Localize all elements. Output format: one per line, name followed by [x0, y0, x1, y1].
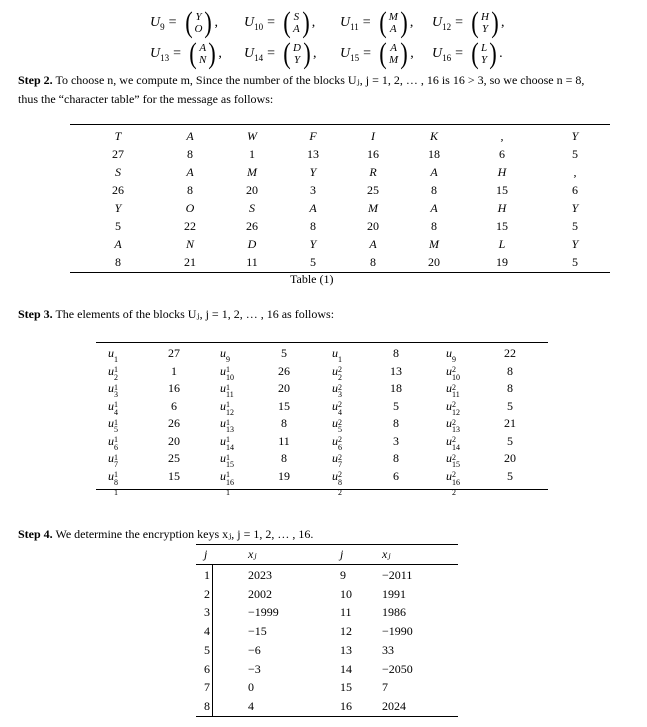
block-element-label: u 11 1 — [220, 381, 234, 409]
keys-header-cell: j — [204, 547, 208, 561]
letter-cell: A — [430, 165, 438, 179]
block-element-label: u 12 1 — [220, 398, 234, 427]
number-cell: 3 — [310, 183, 316, 197]
vector-top: L — [481, 42, 488, 54]
equation-punct: , — [500, 15, 505, 30]
vector-bottom: A — [389, 23, 397, 35]
block-element-value: 6 — [171, 398, 177, 413]
block-element-label: u 9 2 — [446, 346, 456, 374]
block-element-label: u 14 2 — [446, 433, 460, 462]
column-vector — [470, 39, 498, 69]
number-cell: 25 — [367, 183, 379, 197]
block-element-label: u 16 2 — [446, 468, 460, 497]
keys-table-top-rule — [196, 544, 458, 545]
step4-heading: Step 4. — [18, 527, 53, 541]
vector-bottom: M — [389, 54, 399, 66]
letter-cell: A — [186, 165, 194, 179]
step2-paragraph — [18, 71, 584, 109]
vector-entries — [388, 42, 399, 66]
vector-bottom: Y — [481, 23, 489, 35]
letter-cell: K — [429, 129, 438, 143]
block-element-value: 3 — [393, 433, 399, 448]
block-element-value: 20 — [168, 433, 180, 448]
keys-index-cell: 3 — [204, 605, 210, 620]
letter-cell: Y — [571, 201, 579, 215]
letter-cell: T — [114, 129, 122, 143]
right-paren: ) — [489, 37, 497, 70]
block-element-label: u 15 2 — [446, 451, 460, 479]
block-element-value: 5 — [393, 398, 399, 413]
number-cell: 8 — [187, 147, 193, 161]
block-element-label: u 3 2 — [332, 381, 342, 409]
letter-cell: L — [498, 237, 506, 251]
letter-cell: W — [247, 129, 257, 143]
keys-value-cell: 1986 — [382, 605, 406, 620]
number-cell: 20 — [428, 255, 440, 269]
keys-index-cell: 7 — [204, 680, 210, 695]
left-paren: ( — [283, 37, 291, 70]
block-element-label: u 6 1 — [108, 433, 118, 462]
block-element-value: 1 — [171, 363, 177, 378]
letter-cell: M — [429, 237, 439, 251]
vector-bottom: O — [194, 23, 203, 35]
block-element-value: 26 — [278, 363, 290, 378]
block-element-label: u 10 2 — [446, 363, 460, 392]
number-cell: 18 — [428, 147, 440, 161]
block-element-value: 22 — [504, 346, 516, 360]
block-element-label: u 10 1 — [220, 363, 234, 392]
vector-top: A — [199, 42, 207, 54]
vector-top: A — [390, 42, 397, 54]
vector-entries — [198, 42, 207, 66]
equation-lhs: $U_{10}$ — [244, 14, 264, 32]
block-equation — [340, 37, 414, 71]
keys-index-cell: 2 — [204, 586, 210, 601]
letter-cell: H — [497, 201, 507, 215]
vector-entries — [480, 42, 488, 66]
column-vector — [184, 8, 214, 38]
keys-index-cell: 1 — [204, 568, 210, 582]
number-cell: 8 — [370, 255, 376, 269]
letter-cell: M — [368, 201, 378, 215]
right-paren: ) — [208, 37, 217, 70]
block-element-label: u 14 1 — [220, 433, 234, 462]
letter-cell: A — [309, 201, 317, 215]
column-vector — [470, 8, 500, 38]
block-element-label: u 4 2 — [332, 398, 342, 427]
keys-index-cell: 10 — [340, 586, 352, 601]
vector-entries — [292, 42, 302, 66]
block-element-label: u 5 1 — [108, 416, 118, 444]
keys-index-cell: 11 — [340, 605, 352, 620]
keys-value-cell: 2002 — [248, 586, 272, 601]
equation-lhs: $U_{15}$ — [340, 45, 360, 63]
block-element-value: 15 — [168, 468, 180, 483]
block-element-label: u 8 2 — [332, 468, 342, 497]
step2-line2: thus the “character table” for the message as follows: — [18, 92, 274, 106]
block-element-label: u 3 1 — [108, 381, 118, 409]
number-cell: 13 — [307, 147, 319, 161]
step3-heading: Step 3. — [18, 307, 53, 321]
number-cell: 26 — [112, 183, 124, 197]
letter-cell: Y — [309, 165, 317, 179]
number-cell: 20 — [367, 219, 379, 233]
column-vector — [282, 39, 312, 69]
block-element-label: u 6 2 — [332, 433, 342, 462]
block-element-label: u 2 2 — [332, 363, 342, 392]
block-element-label: u 2 1 — [108, 363, 118, 392]
keys-index-cell: 6 — [204, 661, 210, 676]
table-bottom-rule — [70, 272, 610, 273]
block-element-value: 16 — [168, 381, 180, 395]
keys-index-cell: 15 — [340, 680, 352, 695]
block-equation — [150, 6, 218, 40]
block-equation — [432, 6, 504, 40]
vector-bottom: Y — [293, 54, 301, 66]
block-element-label: u 13 2 — [446, 416, 460, 444]
step2-line1: To choose n, we compute m, Since the number of the blocks Uⱼ, j = 1, 2, … , 16 is 16 > 3, so we choose n = 8, — [55, 73, 585, 87]
block-equation — [244, 6, 315, 40]
block-element-value: 27 — [168, 346, 180, 360]
left-paren: ( — [184, 6, 193, 39]
block-element-value: 5 — [281, 346, 287, 360]
right-paren: ) — [303, 37, 311, 70]
equation-punct: , — [410, 46, 414, 61]
number-cell: 15 — [496, 183, 508, 197]
table-top-rule — [70, 124, 610, 125]
block-element-value: 20 — [504, 451, 516, 465]
right-paren: ) — [491, 6, 499, 39]
letter-cell: Y — [571, 129, 579, 143]
number-cell: 5 — [572, 219, 578, 233]
vector-top: M — [388, 11, 398, 23]
number-cell: 6 — [499, 147, 505, 161]
block-element-label: u 12 2 — [446, 398, 460, 427]
block-element-label: u 7 2 — [332, 451, 342, 479]
equation-lhs: $U_{14}$ — [244, 45, 264, 63]
step3-text: The elements of the blocks Uⱼ, j = 1, 2, … , 16 as follows: — [55, 307, 335, 321]
block-element-value: 5 — [507, 398, 513, 413]
keys-value-cell: 0 — [248, 680, 254, 695]
equals-sign: = — [455, 46, 464, 61]
vector-top: Y — [195, 11, 202, 23]
equals-sign: = — [455, 15, 464, 30]
keys-index-cell: 4 — [204, 624, 210, 639]
equation-lhs: $U_9$ — [150, 14, 165, 32]
left-paren: ( — [378, 6, 387, 39]
block-element-value: 13 — [390, 363, 402, 378]
number-cell: 8 — [115, 255, 121, 269]
letter-cell: D — [247, 237, 257, 251]
number-cell: 5 — [572, 147, 578, 161]
equals-sign: = — [173, 46, 182, 61]
number-cell: 27 — [112, 147, 124, 161]
vector-entries — [292, 11, 301, 35]
equation-punct: , — [214, 15, 218, 30]
number-cell: 8 — [431, 219, 437, 233]
block-element-value: 8 — [393, 451, 399, 465]
keys-value-cell: 2023 — [248, 568, 272, 582]
letter-cell: O — [185, 201, 195, 215]
letter-cell: I — [371, 129, 375, 143]
keys-value-cell: 7 — [382, 680, 388, 695]
block-element-value: 25 — [168, 451, 180, 465]
equation-lhs: $U_{16}$ — [432, 45, 452, 63]
number-cell: 20 — [246, 183, 258, 197]
vector-top: S — [293, 11, 300, 23]
vector-entries — [388, 11, 399, 35]
block-element-value: 8 — [281, 416, 287, 430]
number-cell: 1 — [249, 147, 255, 161]
vector-bottom: N — [199, 54, 207, 66]
keys-header-cell: j — [340, 547, 344, 561]
block-element-label: u 5 2 — [332, 416, 342, 444]
block-element-value: 18 — [390, 381, 402, 395]
keys-value-cell: −15 — [248, 624, 267, 639]
equation-punct: , — [312, 46, 317, 61]
vector-bottom: Y — [481, 54, 488, 66]
block-element-value: 5 — [507, 433, 513, 448]
block-element-label: u 4 1 — [108, 398, 118, 427]
letter-cell: A — [369, 237, 377, 251]
block-element-value: 5 — [507, 468, 513, 483]
letter-cell: , — [500, 129, 504, 143]
block-element-label: u 7 1 — [108, 451, 118, 479]
block-element-value: 19 — [278, 468, 290, 483]
block-equation — [244, 37, 316, 71]
block-element-label: u 16 1 — [220, 468, 234, 497]
left-paren: ( — [283, 6, 291, 39]
keys-index-cell: 5 — [204, 642, 210, 657]
number-cell: 16 — [367, 147, 379, 161]
blocks-table-bottom-rule — [96, 489, 548, 490]
equation-punct: , — [218, 46, 222, 61]
equals-sign: = — [267, 46, 276, 61]
vector-top: D — [293, 42, 301, 54]
keys-index-cell: 12 — [340, 624, 352, 639]
block-element-value: 26 — [168, 416, 180, 430]
number-cell: 26 — [246, 219, 258, 233]
letter-cell: H — [497, 165, 507, 179]
number-cell: 5 — [115, 219, 121, 233]
left-paren: ( — [471, 37, 479, 70]
number-cell: 5 — [572, 255, 578, 269]
keys-value-cell: 2024 — [382, 698, 406, 713]
number-cell: 8 — [310, 219, 316, 233]
column-vector — [378, 39, 409, 69]
blocks-table-top-rule — [96, 342, 548, 343]
block-element-label: u 8 1 — [108, 468, 118, 497]
right-paren: ) — [204, 6, 213, 39]
equals-sign: = — [362, 15, 371, 30]
vector-top: H — [481, 11, 489, 23]
letter-cell: Y — [114, 201, 122, 215]
letter-cell: , — [573, 165, 577, 179]
keys-value-cell: −3 — [248, 661, 261, 676]
letter-cell: A — [430, 201, 438, 215]
keys-value-cell: −1990 — [382, 624, 413, 639]
equation-punct: . — [499, 46, 503, 61]
number-cell: 15 — [496, 219, 508, 233]
letter-cell: M — [247, 165, 257, 179]
letter-cell: S — [115, 165, 121, 179]
step4-paragraph — [18, 525, 313, 544]
left-paren: ( — [189, 37, 197, 70]
letter-cell: S — [249, 201, 255, 215]
left-paren: ( — [379, 37, 387, 70]
block-equation — [150, 37, 222, 71]
keys-value-cell: −2050 — [382, 661, 413, 676]
equation-punct: , — [311, 15, 316, 30]
block-element-value: 6 — [393, 468, 399, 483]
column-vector — [378, 8, 409, 38]
block-element-label: u 13 1 — [220, 416, 234, 444]
keys-value-cell: 33 — [382, 642, 394, 657]
right-paren: ) — [400, 37, 408, 70]
block-element-value: 8 — [507, 381, 513, 395]
letter-cell: F — [309, 129, 317, 143]
number-cell: 19 — [496, 255, 508, 269]
keys-value-cell: −6 — [248, 642, 261, 657]
step4-text: We determine the encryption keys xⱼ, j = 1, 2, … , 16. — [55, 527, 314, 541]
keys-index-cell: 8 — [204, 698, 210, 713]
column-vector — [282, 8, 311, 38]
letter-cell: Y — [309, 237, 317, 251]
block-element-value: 8 — [393, 346, 399, 360]
block-equation — [432, 37, 503, 71]
block-element-label: u 1 2 — [332, 346, 342, 374]
block-element-value: 8 — [393, 416, 399, 430]
equation-row-2 — [0, 37, 647, 71]
equation-lhs: $U_{13}$ — [150, 45, 170, 63]
block-element-value: 11 — [278, 433, 290, 448]
left-paren: ( — [471, 6, 479, 39]
letter-cell: N — [185, 237, 194, 251]
right-paren: ) — [400, 6, 408, 39]
number-cell: 11 — [246, 255, 258, 269]
block-element-label: u 1 1 — [108, 346, 118, 374]
letter-cell: A — [186, 129, 194, 143]
keys-value-cell: 4 — [248, 698, 254, 713]
table-caption: Table (1) — [290, 272, 334, 286]
equation-lhs: $U_{12}$ — [432, 14, 452, 32]
number-cell: 22 — [184, 219, 196, 233]
block-element-value: 21 — [504, 416, 516, 430]
keys-index-cell: 16 — [340, 698, 352, 713]
letter-cell: R — [369, 165, 377, 179]
block-element-value: 8 — [281, 451, 287, 465]
equals-sign: = — [168, 15, 177, 30]
block-element-label: u 11 2 — [446, 381, 460, 409]
step3-paragraph — [18, 305, 334, 324]
block-element-value: 15 — [278, 398, 290, 413]
equals-sign: = — [267, 15, 276, 30]
column-vector — [188, 39, 217, 69]
keys-value-cell: −2011 — [382, 568, 413, 582]
vector-entries — [194, 11, 204, 35]
keys-table-header-rule — [196, 564, 458, 565]
number-cell: 8 — [187, 183, 193, 197]
letter-cell: Y — [571, 237, 579, 251]
number-cell: 6 — [572, 183, 578, 197]
number-cell: 21 — [184, 255, 196, 269]
keys-header-cell: xⱼ — [382, 547, 391, 561]
keys-header-cell: xⱼ — [248, 547, 257, 561]
keys-value-cell: −1999 — [248, 605, 279, 620]
block-element-label: u 15 1 — [220, 451, 234, 479]
keys-value-cell: 1991 — [382, 586, 406, 601]
block-equation — [340, 6, 413, 40]
keys-index-cell: 9 — [340, 568, 346, 582]
keys-table-bottom-rule — [196, 716, 458, 717]
block-element-value: 20 — [278, 381, 290, 395]
letter-cell: A — [114, 237, 122, 251]
equals-sign: = — [363, 46, 372, 61]
keys-table-column-rule — [212, 564, 213, 716]
keys-index-cell: 14 — [340, 661, 352, 676]
number-cell: 8 — [431, 183, 437, 197]
equation-lhs: $U_{11}$ — [340, 14, 359, 32]
step2-heading: Step 2. — [18, 73, 53, 87]
block-element-value: 8 — [507, 363, 513, 378]
number-cell: 5 — [310, 255, 316, 269]
vector-bottom: A — [293, 23, 300, 35]
keys-index-cell: 13 — [340, 642, 352, 657]
equation-punct: , — [409, 15, 414, 30]
equation-row-1 — [0, 6, 647, 40]
vector-entries — [480, 11, 490, 35]
block-element-label: u 9 1 — [220, 346, 230, 374]
right-paren: ) — [302, 6, 310, 39]
